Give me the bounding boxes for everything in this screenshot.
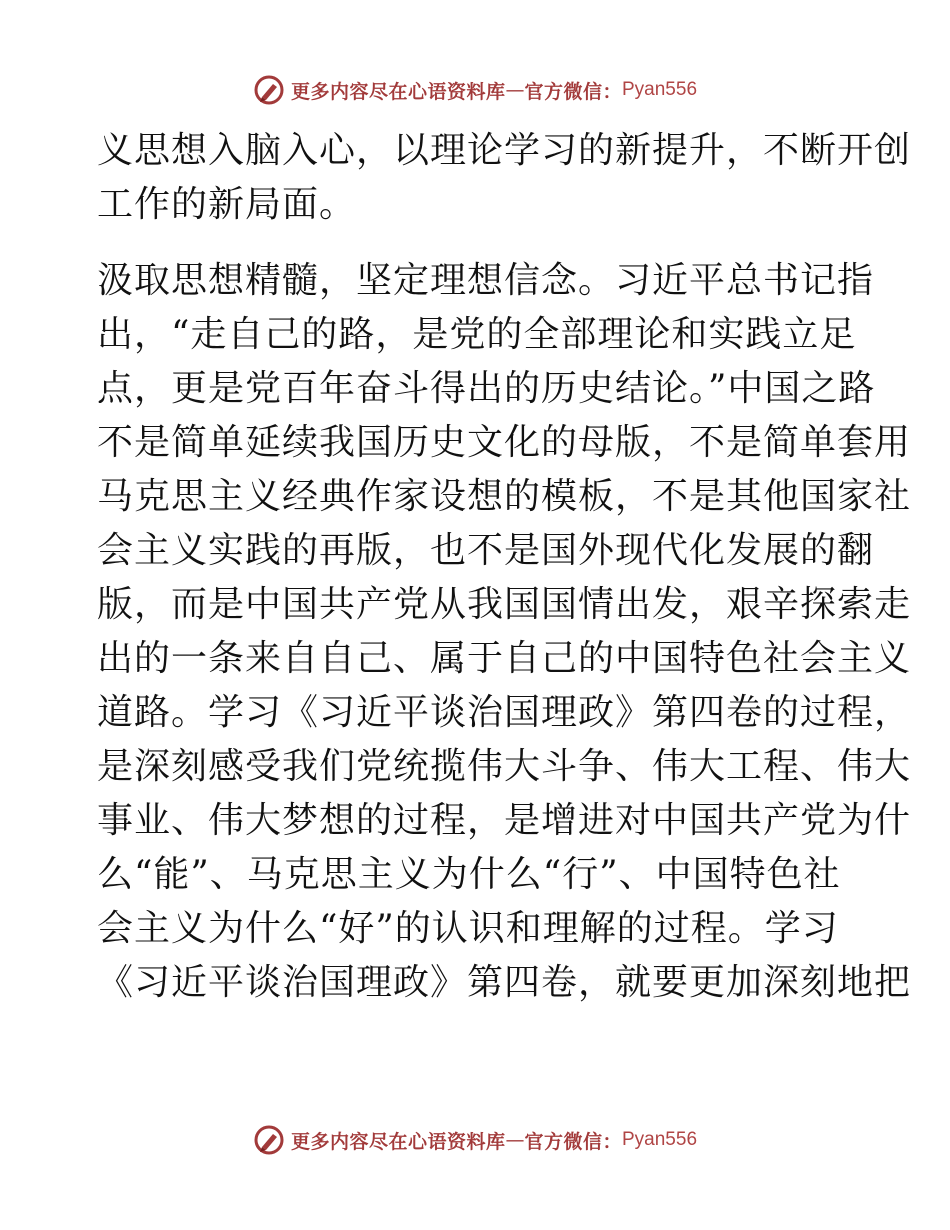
text-line: 版，而是中国共产党从我国国情出发，艰辛探索走 bbox=[97, 584, 912, 625]
text-line: 出，“走自己的路，是党的全部理论和实践立足 bbox=[97, 314, 857, 355]
text-line: 么“能”、马克思主义为什么“行”、中国特色社 bbox=[97, 854, 841, 895]
text-line: 工作的新局面。 bbox=[97, 184, 357, 225]
watermark-account: Pyan556 bbox=[622, 79, 698, 100]
header-watermark bbox=[0, 72, 950, 108]
text-line: 不是简单延续我国历史文化的母版，不是简单套用 bbox=[97, 422, 912, 463]
pen-logo-icon bbox=[253, 1124, 285, 1156]
text-line: 会主义实践的再版，也不是国外现代化发展的翻 bbox=[97, 530, 875, 571]
pen-logo-icon bbox=[253, 74, 285, 106]
watermark-wechat-label: 官方微信： bbox=[524, 1130, 622, 1153]
watermark-separator: — bbox=[505, 79, 525, 101]
watermark-site-text: 更多内容尽在心语资料库 bbox=[290, 1130, 506, 1153]
text-line: 点，更是党百年奋斗得出的历史结论。”中国之路 bbox=[97, 368, 876, 409]
text-line: 马克思主义经典作家设想的模板，不是其他国家社 bbox=[97, 476, 912, 517]
text-line: 义思想入脑入心，以理论学习的新提升，不断开创 bbox=[97, 130, 912, 171]
paragraph-1 bbox=[97, 124, 912, 232]
text-line: 汲取思想精髓，坚定理想信念。习近平总书记指 bbox=[97, 260, 875, 301]
text-line: 《习近平谈治国理政》第四卷，就要更加深刻地把 bbox=[97, 962, 912, 1003]
document-body bbox=[97, 124, 912, 1010]
watermark-site-text: 更多内容尽在心语资料库 bbox=[290, 80, 506, 103]
watermark-separator: — bbox=[505, 1129, 525, 1151]
text-line: 道路。学习《习近平谈治国理政》第四卷的过程， bbox=[97, 692, 912, 733]
footer-watermark bbox=[0, 1122, 950, 1158]
watermark-account: Pyan556 bbox=[622, 1129, 698, 1150]
text-line: 会主义为什么“好”的认识和理解的过程。学习 bbox=[97, 908, 839, 949]
watermark-wechat-label: 官方微信： bbox=[524, 80, 622, 103]
paragraph-2 bbox=[97, 254, 912, 1010]
text-line: 事业、伟大梦想的过程，是增进对中国共产党为什 bbox=[97, 800, 912, 841]
text-line: 出的一条来自自己、属于自己的中国特色社会主义 bbox=[97, 638, 912, 679]
text-line: 是深刻感受我们党统揽伟大斗争、伟大工程、伟大 bbox=[97, 746, 912, 787]
